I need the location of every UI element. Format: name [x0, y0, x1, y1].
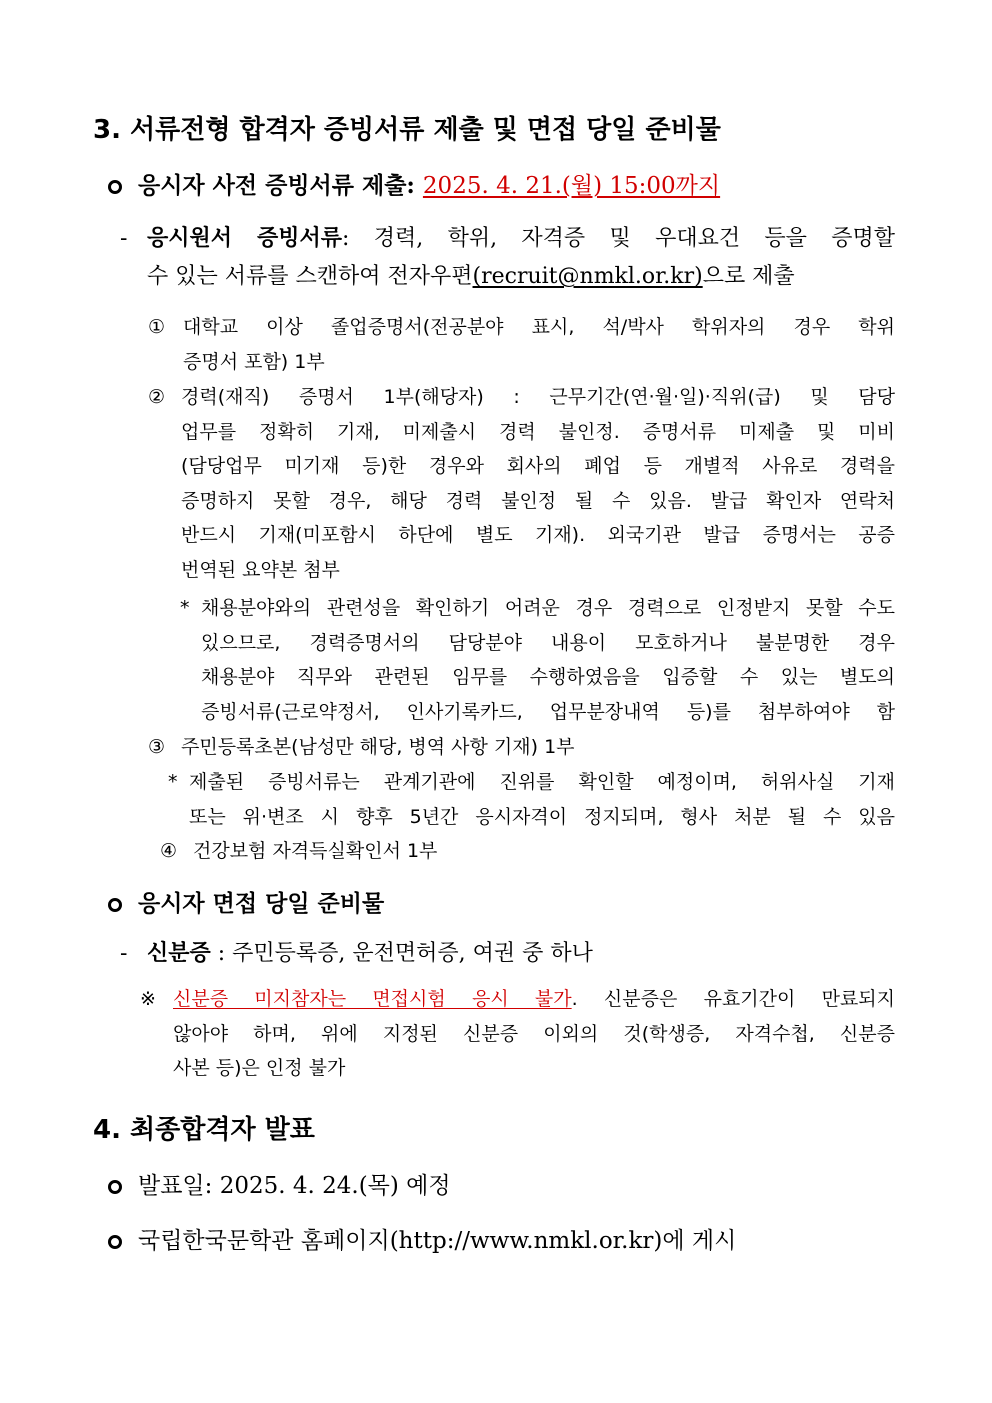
prior-submission-line [108, 170, 720, 202]
interview-label: 응시자 면접 당일 준비물 [138, 890, 385, 917]
doc-item-2 [148, 380, 895, 587]
section4-title: 4. 최종합격자 발표 [93, 1115, 315, 1145]
prior-submission-deadline: 2025. 4. 21.(월) 15:00까지 [422, 173, 721, 199]
prior-submission-label: 응시자 사전 증빙서류 제출: [138, 172, 423, 199]
warning-asterisk: * [168, 771, 178, 793]
doc-item-1-line2: 증명서 포함) 1부 [183, 350, 325, 373]
doc-item-2-line1: 경력(재직) 증명서 1부(해당자) : 근무기간(연·월·일)·직위(급) 및 담당 [181, 386, 895, 408]
item-marker-2: ② [148, 386, 166, 408]
application-docs-label: 응시원서 증빙서류 [147, 225, 343, 251]
note-line1: 채용분야와의 관련성을 확인하기 어려운 경우 경력으로 인정받지 못할 수도 [201, 597, 895, 619]
circle-bullet-icon [108, 1235, 122, 1249]
dash-marker: - [120, 941, 128, 966]
application-docs-line2 [120, 258, 895, 296]
note-line2: 있으므로, 경력증명서의 담당분야 내용이 모호하거나 불분명한 경우 [201, 631, 895, 654]
interview-line [108, 888, 384, 920]
notice-marker: ※ [140, 988, 156, 1010]
warning-note [168, 765, 895, 834]
announcement-date-line [108, 1170, 451, 1202]
id-notice [140, 982, 895, 1086]
id-text: : 주민등록증, 운전면허증, 여권 중 하나 [210, 941, 593, 966]
id-label: 신분증 [147, 940, 211, 966]
circle-bullet-icon [108, 898, 122, 912]
circle-bullet-icon [108, 180, 122, 194]
item-marker-1: ① [148, 316, 166, 338]
doc-item-2-line6: 번역된 요약본 첨부 [181, 558, 340, 581]
doc-item-2-line3: (담당업무 미기재 등)한 경우와 회사의 폐업 등 개별적 사유로 경력을 [181, 455, 895, 477]
application-docs-line2-post: 으로 제출 [702, 264, 795, 289]
notice-line1 [173, 982, 895, 1017]
application-docs-line1-text: : 경력, 학위, 자격증 및 우대요건 등을 증명할 [342, 226, 895, 251]
circle-bullet-icon [108, 1180, 122, 1194]
doc-item-2-note [180, 591, 895, 729]
notice-line3: 사본 등)은 인정 불가 [173, 1057, 346, 1079]
homepage-line [108, 1225, 736, 1257]
id-line [120, 934, 895, 973]
item-marker-3: ③ [148, 736, 166, 758]
homepage-text: 국립한국문학관 홈페이지(http://www.nmkl.or.kr)에 게시 [138, 1228, 737, 1254]
notice-red-text: 신분증 미지참자는 면접시험 응시 불가 [173, 988, 572, 1010]
doc-item-2-line2: 업무를 정확히 기재, 미제출시 경력 불인정. 증명서류 미제출 및 미비 [181, 420, 895, 443]
doc-item-3-line1: 주민등록초본(남성만 해당, 병역 사항 기재) 1부 [181, 736, 575, 758]
doc-item-4 [160, 834, 895, 869]
notice-line2: 않아야 하며, 위에 지정된 신분증 이외의 것(학생증, 자격수첩, 신분증 [173, 1022, 895, 1045]
doc-item-2-line4: 증명하지 못할 경우, 해당 경력 불인정 될 수 있음. 발급 확인자 연락처 [181, 489, 895, 512]
doc-item-1 [148, 310, 895, 379]
application-docs-line2-pre: 수 있는 서류를 스캔하여 전자우편 [147, 264, 473, 289]
doc-item-1-line1: 대학교 이상 졸업증명서(전공분야 표시, 석/박사 학위자의 경우 학위 [183, 316, 895, 338]
doc-item-2-line5: 반드시 기재(미포함시 하단에 별도 기재). 외국기관 발급 증명서는 공증 [181, 524, 895, 546]
dash-marker: - [120, 226, 128, 251]
warning-line1: 제출된 증빙서류는 관계기관에 진위를 확인할 예정이며, 허위사실 기재 [189, 771, 895, 793]
doc-item-3 [148, 730, 895, 765]
recruit-email-link[interactable]: (recruit@nmkl.or.kr) [472, 264, 703, 289]
note-line4: 증빙서류(근로약정서, 인사기록카드, 업무분장내역 등)를 첨부하여야 함 [201, 700, 895, 723]
application-docs-block [120, 219, 895, 296]
section3-title: 3. 서류전형 합격자 증빙서류 제출 및 면접 당일 준비물 [93, 115, 721, 145]
notice-line1-rest: . 신분증은 유효기간이 만료되지 [571, 988, 896, 1010]
note-asterisk: * [180, 597, 190, 619]
announcement-date: 발표일: 2025. 4. 24.(목) 예정 [138, 1173, 451, 1199]
warning-line2: 또는 위·변조 시 향후 5년간 응시자격이 정지되며, 형사 처분 될 수 있음 [189, 805, 895, 828]
application-docs-line1 [120, 219, 895, 258]
item-marker-4: ④ [160, 840, 178, 862]
note-line3: 채용분야 직무와 관련된 임무를 수행하였음을 입증할 수 있는 별도의 [201, 666, 895, 688]
doc-item-4-text: 건강보험 자격득실확인서 1부 [193, 840, 438, 862]
